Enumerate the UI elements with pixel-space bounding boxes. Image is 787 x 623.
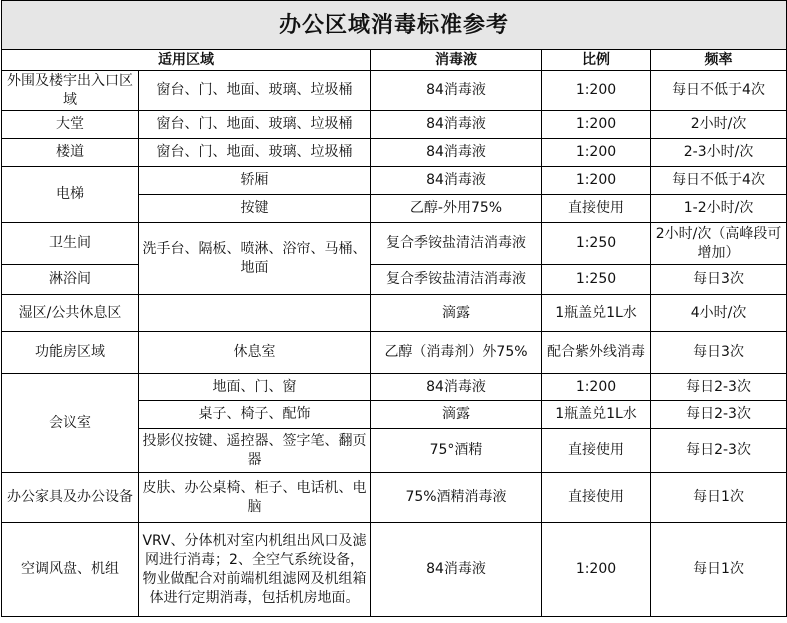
table-row	[2, 473, 787, 523]
frequency-cell: 1-2小时/次	[651, 195, 787, 223]
frequency-cell: 每日3次	[651, 332, 787, 374]
ratio-cell: 1:200	[542, 523, 651, 617]
disinfectant-cell: 84消毒液	[371, 523, 542, 617]
ratio-cell: 1:250	[542, 223, 651, 265]
location-cell	[139, 295, 371, 332]
header-ratio: 比例	[542, 50, 651, 71]
frequency-cell: 每日不低于4次	[651, 71, 787, 111]
table-row	[2, 223, 787, 265]
location-cell: 地面、门、窗	[139, 374, 371, 401]
ratio-cell: 1:200	[542, 374, 651, 401]
frequency-cell: 2小时/次（高峰段可增加）	[651, 223, 787, 265]
ratio-cell: 1:200	[542, 167, 651, 195]
location-cell: 休息室	[139, 332, 371, 374]
frequency-cell: 每日2-3次	[651, 429, 787, 473]
disinfectant-cell: 84消毒液	[371, 139, 542, 167]
frequency-cell: 每日不低于4次	[651, 167, 787, 195]
ratio-cell: 1瓶盖兑1L水	[542, 295, 651, 332]
disinfectant-cell: 滴露	[371, 401, 542, 429]
ratio-cell: 1:200	[542, 71, 651, 111]
frequency-cell: 每日2-3次	[651, 374, 787, 401]
category-cell: 功能房区域	[2, 332, 139, 374]
table-title: 办公区域消毒标准参考	[2, 1, 787, 50]
disinfection-standard-table	[1, 0, 787, 617]
location-cell: 窗台、门、地面、玻璃、垃圾桶	[139, 139, 371, 167]
ratio-cell: 1:200	[542, 111, 651, 139]
location-cell: 窗台、门、地面、玻璃、垃圾桶	[139, 71, 371, 111]
table-row	[2, 295, 787, 332]
category-cell: 大堂	[2, 111, 139, 139]
category-cell: 办公家具及办公设备	[2, 473, 139, 523]
category-cell: 会议室	[2, 374, 139, 473]
frequency-cell: 每日1次	[651, 523, 787, 617]
table-row	[2, 167, 787, 195]
category-cell: 楼道	[2, 139, 139, 167]
table-row	[2, 71, 787, 111]
ratio-cell: 直接使用	[542, 195, 651, 223]
location-cell: 皮肤、办公桌椅、柜子、电话机、电脑	[139, 473, 371, 523]
location-cell: 洗手台、隔板、喷淋、浴帘、马桶、地面	[139, 223, 371, 295]
frequency-cell: 4小时/次	[651, 295, 787, 332]
table-row	[2, 111, 787, 139]
location-cell: 轿厢	[139, 167, 371, 195]
disinfectant-cell: 84消毒液	[371, 111, 542, 139]
disinfectant-cell: 84消毒液	[371, 71, 542, 111]
category-cell: 湿区/公共休息区	[2, 295, 139, 332]
disinfectant-cell: 复合季铵盐清洁消毒液	[371, 223, 542, 265]
disinfectant-cell: 乙醇-外用75%	[371, 195, 542, 223]
frequency-cell: 2小时/次	[651, 111, 787, 139]
location-cell: 投影仪按键、遥控器、签字笔、翻页器	[139, 429, 371, 473]
disinfectant-cell: 复合季铵盐清洁消毒液	[371, 265, 542, 295]
frequency-cell: 每日2-3次	[651, 401, 787, 429]
header-disinfectant: 消毒液	[371, 50, 542, 71]
table-row	[2, 374, 787, 401]
table-row	[2, 332, 787, 374]
location-cell: 桌子、椅子、配饰	[139, 401, 371, 429]
header-area: 适用区域	[2, 50, 371, 71]
location-cell: VRV、分体机对室内机组出风口及滤网进行消毒；2、全空气系统设备，物业做配合对前端机组滤网及机组箱体进行定期消毒，包括机房地面。	[139, 523, 371, 617]
ratio-cell: 1瓶盖兑1L水	[542, 401, 651, 429]
disinfectant-cell: 75%酒精消毒液	[371, 473, 542, 523]
disinfectant-cell: 84消毒液	[371, 167, 542, 195]
ratio-cell: 1:250	[542, 265, 651, 295]
frequency-cell: 每日1次	[651, 473, 787, 523]
location-cell: 按键	[139, 195, 371, 223]
category-cell: 电梯	[2, 167, 139, 223]
ratio-cell: 1:200	[542, 139, 651, 167]
table-row	[2, 265, 787, 295]
category-cell: 空调风盘、机组	[2, 523, 139, 617]
table-row	[2, 139, 787, 167]
disinfectant-cell: 84消毒液	[371, 374, 542, 401]
ratio-cell: 配合紫外线消毒	[542, 332, 651, 374]
header-row	[2, 50, 787, 71]
frequency-cell: 2-3小时/次	[651, 139, 787, 167]
category-cell: 外围及楼宇出入口区域	[2, 71, 139, 111]
ratio-cell: 直接使用	[542, 429, 651, 473]
disinfectant-cell: 滴露	[371, 295, 542, 332]
table-row	[2, 523, 787, 617]
header-frequency: 频率	[651, 50, 787, 71]
location-cell: 窗台、门、地面、玻璃、垃圾桶	[139, 111, 371, 139]
frequency-cell: 每日3次	[651, 265, 787, 295]
category-cell: 卫生间	[2, 223, 139, 265]
ratio-cell: 直接使用	[542, 473, 651, 523]
category-cell: 淋浴间	[2, 265, 139, 295]
disinfectant-cell: 75°酒精	[371, 429, 542, 473]
disinfectant-cell: 乙醇（消毒剂）外75%	[371, 332, 542, 374]
